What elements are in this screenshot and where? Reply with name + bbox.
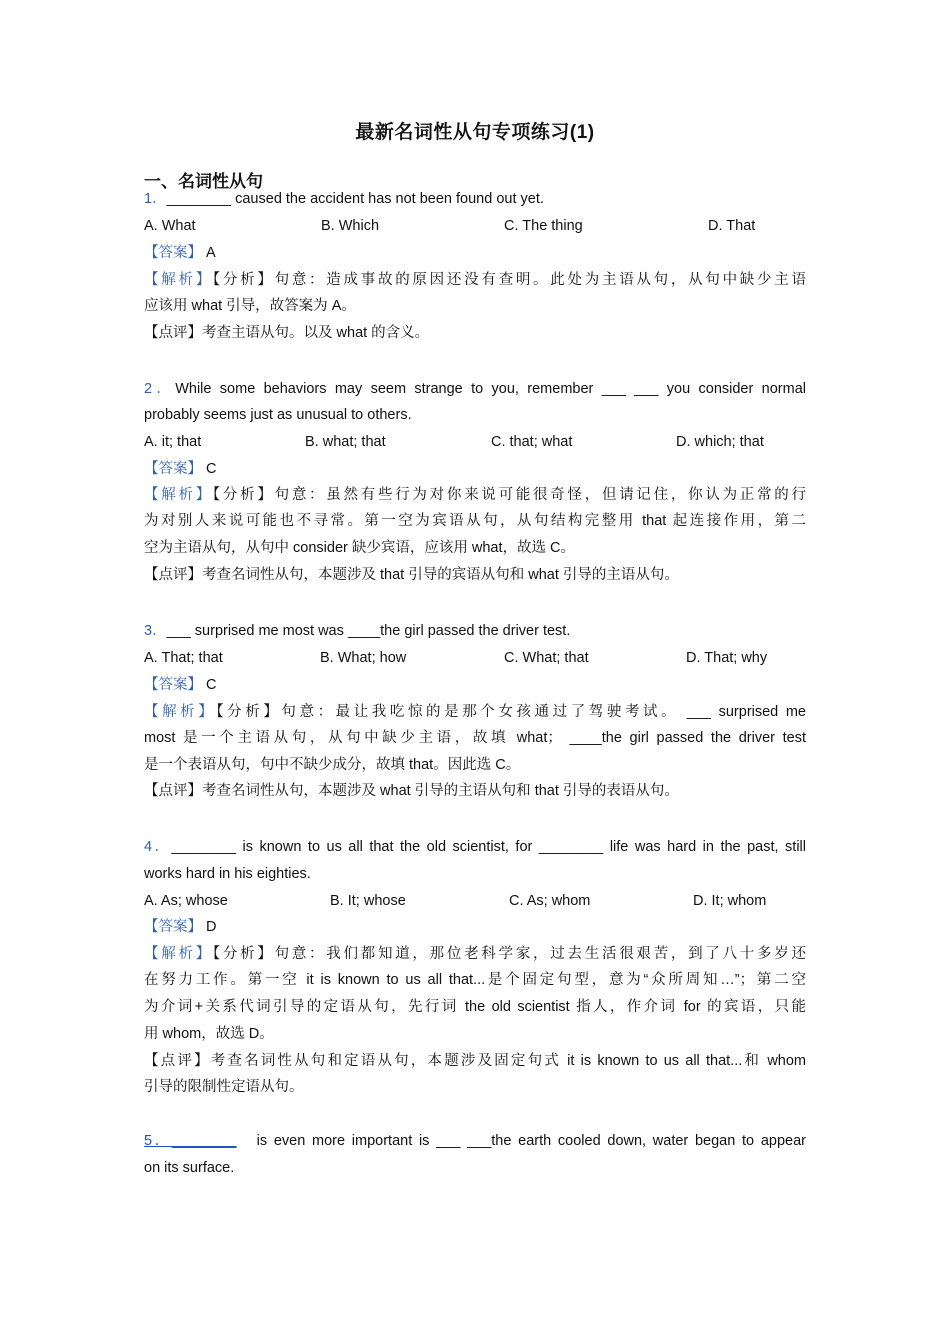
- question-2-stem-cont: probably seems just as unusual to others.: [144, 407, 412, 423]
- section-heading: 一、名词性从句: [144, 172, 263, 191]
- option-a: A. it; that: [144, 434, 202, 450]
- question-4-stem: 4．________ is known to us all that the old scientist, for ________ life was hard in the past, still: [144, 839, 806, 855]
- answer-line: 【答案】 A: [144, 245, 216, 261]
- option-b: B. It; whose: [330, 893, 406, 909]
- comment-line: 【点评】考查名词性从句，本题涉及 that 引导的宾语从句和 what 引导的主语从句。: [144, 567, 679, 583]
- question-number: 4．: [144, 839, 172, 855]
- option-d: D. which; that: [676, 434, 764, 450]
- option-d: D. That: [708, 218, 756, 234]
- analysis-line: 应该用 what 引导，故答案为 A。: [144, 298, 356, 314]
- answer-line: 【答案】 C: [144, 461, 217, 477]
- analysis-line: 为介词+关系代词引导的定语从句，先行词 the old scientist 指人，作介词 for 的宾语，只能: [144, 999, 806, 1015]
- analysis-line: 为对别人来说可能也不寻常。第一空为宾语从句，从句结构完整用 that 起连接作用，第二: [144, 513, 806, 529]
- option-c: C. As; whom: [509, 893, 591, 909]
- page-title: 最新名词性从句专项练习(1): [355, 122, 595, 143]
- question-number: 2．: [144, 381, 176, 397]
- analysis-line: 【解析】【分析】句意：我们都知道，那位老科学家，过去生活很艰苦，到了八十多岁还: [144, 946, 806, 962]
- question-2-stem: 2．While some behaviors may seem strange to you, remember ___ ___ you consider normal: [144, 381, 806, 397]
- answer-line: 【答案】 D: [144, 919, 217, 935]
- question-number: 3．: [144, 623, 167, 639]
- option-d: D. It; whom: [693, 893, 767, 909]
- analysis-line: 用 whom，故选 D。: [144, 1026, 274, 1042]
- option-b: B. Which: [321, 218, 380, 234]
- option-b: B. what; that: [305, 434, 386, 450]
- option-a: A. As; whose: [144, 893, 228, 909]
- question-1-stem: 1．________ caused the accident has not been found out yet.: [144, 191, 544, 207]
- comment-line: 引导的限制性定语从句。: [144, 1079, 304, 1095]
- option-c: C. that; what: [491, 434, 573, 450]
- analysis-line: 是一个表语从句，句中不缺少成分，故填 that。因此选 C。: [144, 757, 521, 773]
- option-c: C. What; that: [504, 650, 589, 666]
- question-number: 1．: [144, 191, 167, 207]
- option-d: D. That; why: [686, 650, 768, 666]
- option-b: B. What; how: [320, 650, 407, 666]
- question-5-stem-cont: on its surface.: [144, 1160, 235, 1176]
- question-number: 5．________: [144, 1133, 237, 1149]
- analysis-line: 【解析】【分析】句意：最让我吃惊的是那个女孩通过了驾驶考试。 ___ surprised me: [144, 704, 806, 720]
- question-5-stem: 5．________ is even more important is ___ ___the earth cooled down, water began to appear: [144, 1133, 806, 1149]
- analysis-line: most 是一个主语从句，从句中缺少主语，故填 what； ____the girl passed the driver test: [144, 730, 806, 746]
- answer-line: 【答案】 C: [144, 677, 217, 693]
- analysis-line: 【解析】【分析】句意：造成事故的原因还没有查明。此处为主语从句，从句中缺少主语: [144, 272, 806, 288]
- option-c: C. The thing: [504, 218, 583, 234]
- option-a: A. That; that: [144, 650, 223, 666]
- option-a: A. What: [144, 218, 196, 234]
- comment-line: 【点评】考查名词性从句，本题涉及 what 引导的主语从句和 that 引导的表语从句。: [144, 783, 679, 799]
- comment-line: 【点评】考查主语从句。以及 what 的含义。: [144, 325, 430, 341]
- comment-line: 【点评】考查名词性从句和定语从句，本题涉及固定句式 it is known to us all that...和 whom: [144, 1053, 806, 1069]
- analysis-line: 空为主语从句，从句中 consider 缺少宾语，应该用 what，故选 C。: [144, 540, 576, 556]
- analysis-line: 【解析】【分析】句意：虽然有些行为对你来说可能很奇怪，但请记住，你认为正常的行: [144, 487, 806, 503]
- question-3-stem: 3．___ surprised me most was ____the girl passed the driver test.: [144, 623, 571, 639]
- question-4-stem-cont: works hard in his eighties.: [144, 866, 311, 882]
- analysis-line: 在努力工作。第一空 it is known to us all that...是个固定句型，意为“众所周知…”；第二空: [144, 972, 806, 988]
